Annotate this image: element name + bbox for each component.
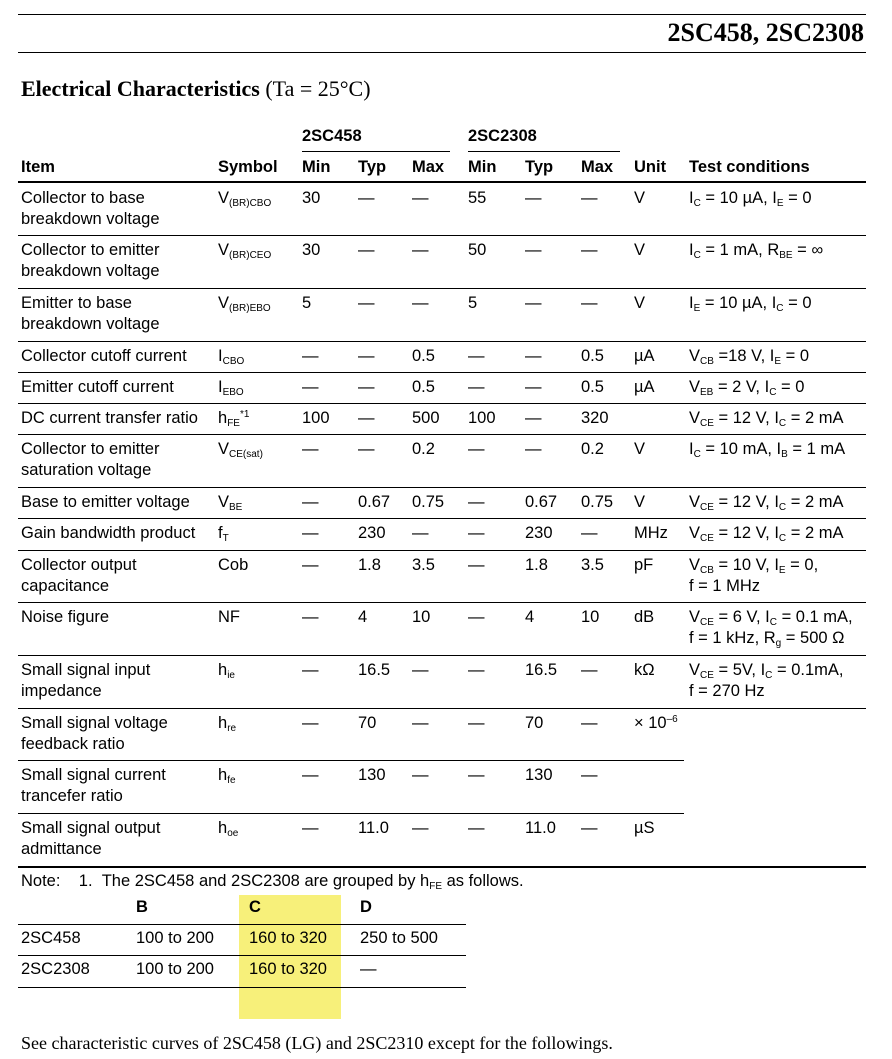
- row-value: —: [468, 378, 485, 396]
- row-value: 1.8: [358, 556, 381, 574]
- grouping-part: 2SC2308: [21, 960, 90, 978]
- row-value: —: [581, 294, 598, 312]
- group-rule-2sc2308: [468, 151, 620, 152]
- row-item: impedance: [21, 682, 102, 700]
- grouping-header-rule: [18, 924, 466, 925]
- row-value: 11.0: [525, 819, 556, 837]
- column-header: Typ: [525, 158, 554, 176]
- row-value: —: [412, 766, 429, 784]
- row-value: 3.5: [581, 556, 604, 574]
- row-symbol: $I_{CBO}$: [218, 347, 245, 367]
- row-rule: [18, 341, 866, 342]
- row-value: —: [302, 378, 319, 396]
- grouping-value: —: [360, 960, 377, 978]
- row-unit: kΩ: [634, 661, 655, 679]
- row-item: Small signal voltage: [21, 714, 168, 732]
- row-item: Collector cutoff current: [21, 347, 187, 365]
- row-condition: $V_{EB} = 2$ V, $I_C = 0$: [689, 378, 805, 398]
- row-value: 10: [581, 608, 600, 626]
- row-unit: µA: [634, 347, 655, 365]
- row-unit: × $10^{-6}$: [634, 714, 678, 732]
- row-unit: MHz: [634, 524, 668, 542]
- row-unit: V: [634, 493, 646, 511]
- group-rule-2sc458: [302, 151, 450, 152]
- row-value: —: [525, 378, 542, 396]
- row-item: breakdown voltage: [21, 210, 160, 228]
- row-value: —: [581, 189, 598, 207]
- row-value: 0.75: [581, 493, 614, 511]
- column-header: Max: [412, 158, 445, 176]
- section-title: Electrical Characteristics (Ta = 25°C): [21, 76, 371, 101]
- row-condition: $V_{CE} = 6$ V, $I_C = 0.1$ mA,: [689, 608, 853, 628]
- table-bottom-rule: [18, 866, 866, 868]
- row-condition: $V_{CB} = 10$ V, $I_E = 0$,: [689, 556, 819, 576]
- row-value: —: [468, 556, 485, 574]
- row-value: —: [358, 440, 375, 458]
- row-rule: [18, 288, 866, 289]
- row-item: saturation voltage: [21, 461, 152, 479]
- row-value: —: [468, 440, 485, 458]
- row-value: —: [302, 440, 319, 458]
- row-item: capacitance: [21, 577, 110, 595]
- row-unit: V: [634, 241, 646, 259]
- row-symbol: NF: [218, 608, 240, 626]
- row-value: 0.5: [412, 378, 435, 396]
- row-value: —: [412, 714, 429, 732]
- grouping-value: 100 to 200: [136, 960, 214, 978]
- group-header-2sc458: 2SC458: [302, 127, 362, 145]
- row-item: Collector output: [21, 556, 137, 574]
- row-value: —: [302, 556, 319, 574]
- row-value: —: [358, 189, 375, 207]
- row-condition: $V_{CE} = 12$ V, $I_C = 2$ mA: [689, 493, 844, 513]
- row-value: 130: [525, 766, 553, 784]
- row-condition: $I_C = 1$ mA, $R_{BE}$ = ∞: [689, 241, 824, 261]
- row-value: 130: [358, 766, 386, 784]
- row-value: 70: [525, 714, 544, 732]
- row-value: —: [468, 524, 485, 542]
- grouping-row-rule: [18, 955, 466, 956]
- row-item: Noise figure: [21, 608, 110, 626]
- row-condition: f = 1 kHz, $R_g = 500$ Ω: [689, 629, 845, 649]
- row-rule: [18, 518, 866, 519]
- row-value: 100: [302, 409, 330, 427]
- column-header: Unit: [634, 158, 667, 176]
- row-value: —: [468, 608, 485, 626]
- row-value: —: [581, 819, 598, 837]
- row-value: 100: [468, 409, 496, 427]
- row-value: —: [358, 241, 375, 259]
- row-unit: pF: [634, 556, 654, 574]
- group-letter: D: [360, 898, 372, 916]
- row-value: 0.2: [412, 440, 435, 458]
- row-value: —: [581, 766, 598, 784]
- row-value: 0.5: [412, 347, 435, 365]
- row-rule: [18, 655, 866, 656]
- row-value: —: [358, 409, 375, 427]
- row-symbol: $V_{BE}$: [218, 493, 243, 513]
- row-value: —: [468, 347, 485, 365]
- column-header: Min: [468, 158, 497, 176]
- row-symbol: Cob: [218, 556, 249, 574]
- row-unit: V: [634, 294, 646, 312]
- row-condition: $I_C = 10$ mA, $I_B = 1$ mA: [689, 440, 846, 460]
- footer-text: See characteristic curves of 2SC458 (LG) and 2SC2310 except for the followings.: [21, 1033, 613, 1053]
- row-item: Base to emitter voltage: [21, 493, 190, 511]
- row-value: 30: [302, 241, 321, 259]
- row-value: 30: [302, 189, 321, 207]
- row-value: 5: [468, 294, 478, 312]
- row-value: —: [302, 714, 319, 732]
- row-value: —: [412, 661, 429, 679]
- row-unit: dB: [634, 608, 655, 626]
- row-rule: [18, 602, 866, 603]
- grouping-value: 160 to 320: [249, 960, 327, 978]
- row-value: —: [358, 294, 375, 312]
- row-condition: $V_{CB} =18$ V, $I_E = 0$: [689, 347, 809, 367]
- row-value: 16.5: [358, 661, 391, 679]
- row-value: —: [525, 241, 542, 259]
- group-letter: C: [249, 898, 261, 916]
- row-symbol: $f_T$: [218, 524, 229, 544]
- row-value: —: [525, 409, 542, 427]
- row-symbol: $h_{oe}$: [218, 819, 239, 839]
- row-symbol: $h_{ie}$: [218, 661, 235, 681]
- row-condition: $V_{CE} = 12$ V, $I_C = 2$ mA: [689, 524, 844, 544]
- row-rule: [18, 813, 684, 814]
- row-value: —: [358, 378, 375, 396]
- row-value: —: [525, 294, 542, 312]
- group-header-2sc2308: 2SC2308: [468, 127, 537, 145]
- row-item: feedback ratio: [21, 735, 125, 753]
- row-item: trancefer ratio: [21, 787, 123, 805]
- note-line: Note: 1. The 2SC458 and 2SC2308 are grouped by $h_{FE}$ as follows.: [21, 872, 524, 892]
- row-value: —: [302, 766, 319, 784]
- row-symbol: $h_{re}$: [218, 714, 237, 734]
- row-value: —: [412, 819, 429, 837]
- column-header: Max: [581, 158, 614, 176]
- row-unit: µS: [634, 819, 655, 837]
- grouping-value: 250 to 500: [360, 929, 438, 947]
- column-header: Test conditions: [689, 158, 810, 176]
- row-value: —: [581, 524, 598, 542]
- row-symbol: $I_{EBO}$: [218, 378, 244, 398]
- row-unit: V: [634, 189, 646, 207]
- row-condition: $I_C = 10$ µA, $I_E = 0$: [689, 189, 812, 209]
- row-value: 5: [302, 294, 312, 312]
- top-rule: [18, 14, 866, 15]
- row-value: 11.0: [358, 819, 389, 837]
- row-value: —: [468, 493, 485, 511]
- row-item: DC current transfer ratio: [21, 409, 198, 427]
- column-header: Min: [302, 158, 331, 176]
- row-rule: [18, 550, 866, 551]
- row-unit: µA: [634, 378, 655, 396]
- row-rule: [18, 487, 866, 488]
- row-value: —: [412, 241, 429, 259]
- row-value: 230: [525, 524, 553, 542]
- row-value: 320: [581, 409, 609, 427]
- row-symbol: $V_{(BR)CEO}$: [218, 241, 272, 261]
- row-condition: $V_{CE} = 12$ V, $I_C = 2$ mA: [689, 409, 844, 429]
- grouping-value: 160 to 320: [249, 929, 327, 947]
- part-numbers-title: 2SC458, 2SC2308: [667, 18, 864, 47]
- row-value: —: [468, 661, 485, 679]
- row-value: —: [302, 819, 319, 837]
- row-value: 0.5: [581, 347, 604, 365]
- row-item: admittance: [21, 840, 102, 858]
- row-item: Emitter to base: [21, 294, 132, 312]
- row-item: Small signal current: [21, 766, 166, 784]
- row-item: Emitter cutoff current: [21, 378, 174, 396]
- row-value: 500: [412, 409, 440, 427]
- row-item: Small signal input: [21, 661, 151, 679]
- row-rule: [18, 235, 866, 236]
- row-value: 0.2: [581, 440, 604, 458]
- row-value: —: [581, 241, 598, 259]
- header-rule: [18, 52, 866, 53]
- column-header: Typ: [358, 158, 387, 176]
- row-value: 0.5: [581, 378, 604, 396]
- row-value: 4: [525, 608, 535, 626]
- row-item: Collector to base: [21, 189, 145, 207]
- row-item: Collector to emitter: [21, 440, 160, 458]
- row-item: breakdown voltage: [21, 262, 160, 280]
- row-value: —: [581, 714, 598, 732]
- column-header: Symbol: [218, 158, 278, 176]
- row-value: —: [525, 440, 542, 458]
- row-item: Small signal output: [21, 819, 161, 837]
- row-value: —: [468, 819, 485, 837]
- row-item: breakdown voltage: [21, 315, 160, 333]
- row-rule: [18, 403, 866, 404]
- row-value: —: [412, 524, 429, 542]
- row-condition: $V_{CE} = 5V$, $I_C = 0.1mA$,: [689, 661, 844, 681]
- row-value: —: [302, 608, 319, 626]
- row-value: 70: [358, 714, 377, 732]
- row-value: —: [525, 189, 542, 207]
- row-value: 50: [468, 241, 487, 259]
- row-value: —: [358, 347, 375, 365]
- header-bottom-rule: [18, 181, 866, 183]
- row-value: —: [581, 661, 598, 679]
- row-value: —: [302, 524, 319, 542]
- row-condition: f = 1 MHz: [689, 577, 761, 595]
- row-value: —: [468, 766, 485, 784]
- row-symbol: $h_{FE}^{*1}$: [218, 409, 250, 429]
- row-value: 1.8: [525, 556, 548, 574]
- row-rule: [18, 760, 684, 761]
- row-value: 10: [412, 608, 431, 626]
- grouping-bottom-rule: [18, 987, 466, 988]
- row-item: Gain bandwidth product: [21, 524, 196, 542]
- row-value: —: [468, 714, 485, 732]
- column-header: Item: [21, 158, 55, 176]
- row-condition: f = 270 Hz: [689, 682, 765, 700]
- row-value: —: [525, 347, 542, 365]
- row-value: 0.67: [525, 493, 558, 511]
- row-item: Collector to emitter: [21, 241, 160, 259]
- row-value: 55: [468, 189, 487, 207]
- row-condition: $I_E = 10$ µA, $I_C = 0$: [689, 294, 812, 314]
- row-value: 0.75: [412, 493, 445, 511]
- row-symbol: $V_{(BR)CBO}$: [218, 189, 272, 209]
- row-rule: [18, 434, 866, 435]
- row-symbol: $h_{fe}$: [218, 766, 236, 786]
- row-value: —: [302, 347, 319, 365]
- row-value: —: [302, 493, 319, 511]
- row-value: —: [412, 189, 429, 207]
- row-rule: [18, 708, 866, 709]
- row-symbol: $V_{(BR)EBO}$: [218, 294, 271, 314]
- row-unit: V: [634, 440, 646, 458]
- grouping-value: 100 to 200: [136, 929, 214, 947]
- row-value: 4: [358, 608, 368, 626]
- row-symbol: $V_{CE(sat)}$: [218, 440, 263, 460]
- grouping-part: 2SC458: [21, 929, 81, 947]
- row-value: 16.5: [525, 661, 558, 679]
- group-letter: B: [136, 898, 148, 916]
- row-value: 230: [358, 524, 386, 542]
- row-value: —: [412, 294, 429, 312]
- row-value: 0.67: [358, 493, 391, 511]
- row-rule: [18, 372, 866, 373]
- row-value: 3.5: [412, 556, 435, 574]
- row-value: —: [302, 661, 319, 679]
